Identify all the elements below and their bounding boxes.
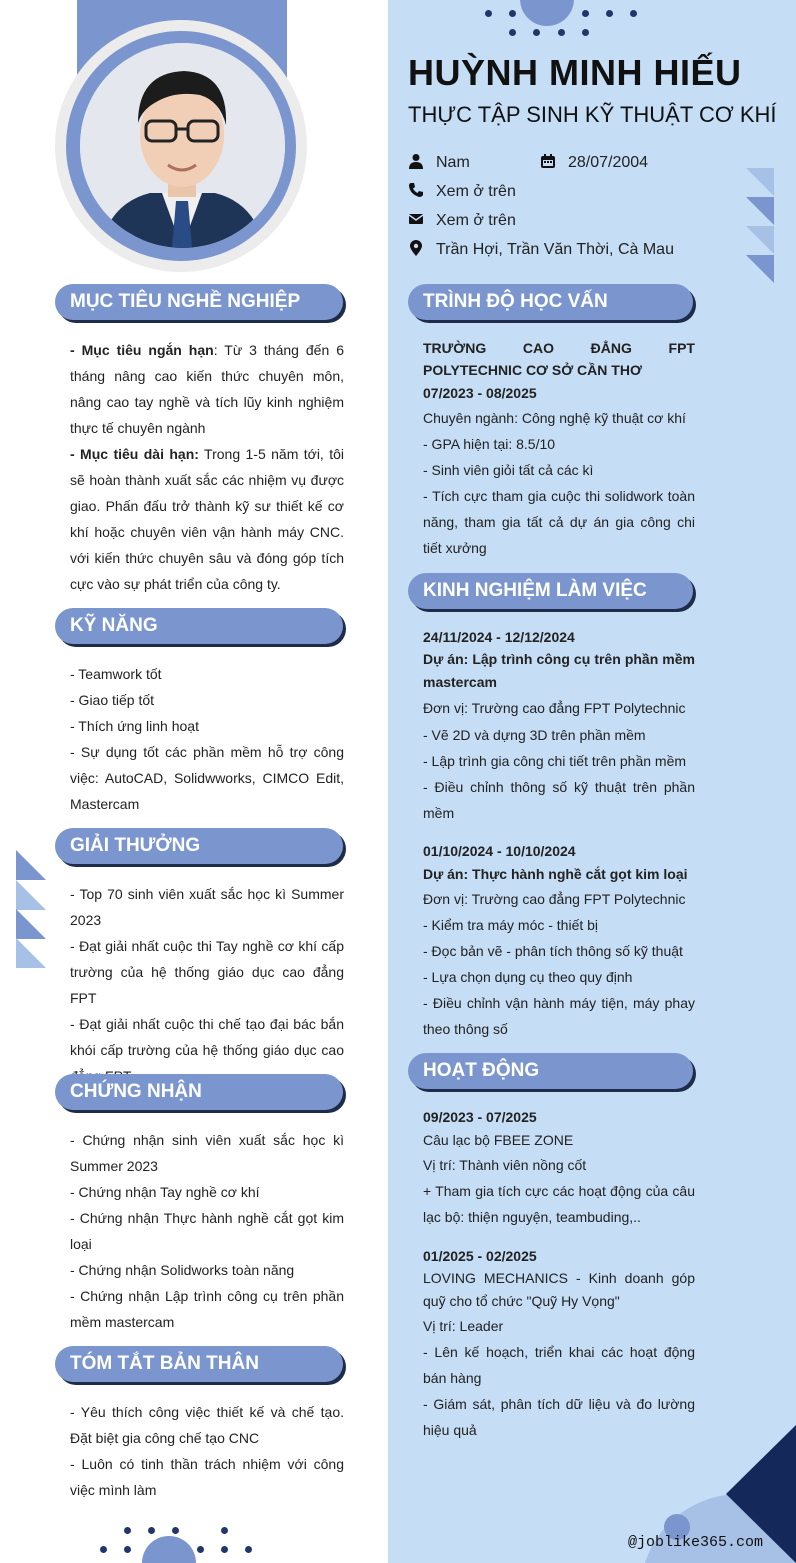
education-period: 07/2023 - 08/2025 [423, 385, 537, 401]
section-header-experience: KINH NGHIỆM LÀM VIỆC [408, 573, 693, 609]
list-item: + Tham gia tích cực các hoạt động của câu lạc bộ: thiện nguyện, teambuding,.. [423, 1183, 695, 1225]
list-item: - Lên kế hoạch, triển khai các hoạt động bán hàng [423, 1344, 695, 1386]
experience-job-1 [423, 626, 695, 826]
list-item: - Đạt giải nhất cuộc thi chế tạo đại bác bắn khói cấp trường của hệ thống giáo dục cao [70, 1016, 344, 1058]
decor-triangle [746, 168, 774, 196]
list-item: - Chứng nhận Tay nghề cơ khí [70, 1184, 260, 1200]
list-item: - Chứng nhận Thực hành nghề cắt gọt kim loại [70, 1210, 344, 1252]
decor-dot [582, 29, 589, 36]
activity-2 [423, 1245, 695, 1443]
list-item: - Chứng nhận Solidworks toàn năng [70, 1262, 295, 1278]
decor-dot [100, 1546, 107, 1553]
job-project: Dự án: Thực hành nghề cắt gọt kim loại [423, 866, 688, 882]
decor-dot [558, 29, 565, 36]
decor-triangle [16, 880, 46, 910]
section-header-education: TRÌNH ĐỘ HỌC VẤN [408, 284, 693, 320]
dob-value: 28/07/2004 [568, 154, 649, 171]
decor-triangle [746, 255, 774, 283]
decor-triangle [16, 850, 46, 880]
decor-dot [197, 1546, 204, 1553]
list-item: - Đọc bản vẽ - phân tích thông số kỹ thuật [423, 943, 683, 959]
objective-long-label: - Mục tiêu dài hạn: [70, 446, 199, 462]
list-item: - Yêu thích công việc thiết kế và chế tạo. Đặt biệt gia công chế tạo CNC [70, 1404, 344, 1446]
list-item: - Sinh viên giỏi tất cả các kì [423, 462, 594, 478]
activity-org: Câu lạc bộ FBEE ZONE [423, 1132, 574, 1148]
decor-dot [221, 1546, 228, 1553]
list-item: - Lựa chọn dụng cụ theo quy định [423, 969, 633, 985]
phone-value: Xem ở trên [436, 183, 516, 200]
summary-list [70, 1399, 344, 1503]
job-unit: Đơn vị: Trường cao đẳng FPT Polytechnic [423, 891, 686, 907]
job-period: 24/11/2024 - 12/12/2024 [423, 629, 575, 645]
candidate-title: THỰC TẬP SINH KỸ THUẬT CƠ KHÍ [408, 102, 777, 127]
section-header-objective: MỤC TIÊU NGHỀ NGHIỆP [55, 284, 343, 320]
list-item: - Đạt giải nhất cuộc thi Tay nghề cơ khí cấp trường của hệ thống giáo dục cao đẳng FPT [70, 938, 344, 1006]
decor-triangle [746, 226, 774, 254]
email-icon [408, 211, 424, 227]
objective-short-label: - Mục tiêu ngắn hạn [70, 342, 214, 358]
list-item: - Sự dụng tốt các phần mềm hỗ trợ công việc: AutoCAD, Solidwworks, CIMCO Edit, Mastercam [70, 744, 344, 812]
list-item: - Chứng nhận sinh viên xuất sắc học kì Summer 2023 [70, 1132, 344, 1174]
section-header-certificates: CHỨNG NHẬN [55, 1074, 343, 1110]
decor-dot [582, 10, 589, 17]
list-item: - Top 70 sinh viên xuất sắc học kì Summer 2023 [70, 886, 344, 928]
decor-dot [245, 1546, 252, 1553]
list-item: - Vẽ 2D và dựng 3D trên phần mềm [423, 727, 646, 743]
school-name: TRƯỜNG CAO ĐẲNG FPT POLYTECHNIC CƠ SỞ CẦN THƠ [423, 340, 695, 378]
decor-dot [509, 29, 516, 36]
info-dob [540, 152, 648, 174]
info-address [408, 239, 674, 261]
location-pin-icon [408, 240, 424, 256]
info-gender [408, 152, 470, 174]
job-unit: Đơn vị: Trường cao đẳng FPT Polytechnic [423, 700, 686, 716]
calendar-icon [540, 153, 556, 169]
decor-dot [630, 10, 637, 17]
education-block [423, 337, 695, 561]
objective-long-text: Trong 1-5 năm tới, tôi sẽ hoàn thành xuất sắc các nhiệm vụ được giao. Phấn đấu trở thành kỹ sư thiết kế cơ khí hoặc chuyên viên vận hành máy CNC. với kiến thức chuyên sâu và đóng góp tích cực vào sự phát triển của công ty. [70, 446, 344, 592]
user-icon [408, 153, 424, 169]
info-phone [408, 181, 516, 203]
list-item: - Điều chỉnh vận hành máy tiện, máy phay theo thông số [423, 995, 695, 1037]
list-item: Vị trí: Thành viên nồng cốt [423, 1157, 587, 1173]
section-header-skills: KỸ NĂNG [55, 608, 343, 644]
activity-org: LOVING MECHANICS - Kinh doanh góp quỹ cho tổ chức "Quỹ Hy Vọng" [423, 1270, 695, 1309]
activity-1 [423, 1106, 695, 1230]
decor-dot [124, 1527, 131, 1534]
list-item: - Chứng nhận Lập trình công cụ trên phần mềm mastercam [70, 1288, 344, 1330]
info-email [408, 210, 516, 232]
bottom-half-circle [142, 1536, 196, 1563]
email-value: Xem ở trên [436, 212, 516, 229]
list-item: - GPA hiện tại: 8.5/10 [423, 436, 556, 452]
list-item: - Tích cực tham gia cuộc thi solidwork toàn năng, tham gia tất cả dự án gia công chi tiết xưởng [423, 488, 695, 556]
decor-dot [606, 10, 613, 17]
avatar [80, 43, 285, 248]
list-item: - Thích ứng linh hoạt [70, 718, 199, 734]
decor-triangle [746, 197, 774, 225]
list-item: - Teamwork tốt [70, 666, 162, 682]
list-item: Vị trí: Leader [423, 1318, 504, 1334]
decor-dot [172, 1527, 179, 1534]
objective-text [70, 337, 344, 597]
list-item: Chuyên ngành: Công nghệ kỹ thuật cơ khí [423, 410, 686, 426]
list-item: - Giao tiếp tốt [70, 692, 155, 708]
objective-short-text: : Từ 3 tháng đến 6 tháng nâng cao kiến thức chuyên môn, nâng cao tay nghề và tích lũy kinh nghiệm thực tế chuyên ngành [70, 342, 344, 436]
experience-job-2 [423, 840, 695, 1042]
job-project: Dự án: Lập trình công cụ trên phần mềm mastercam [423, 651, 695, 690]
objective-short [70, 337, 344, 441]
objective-long [70, 441, 344, 597]
section-header-awards: GIẢI THƯỞNG [55, 828, 343, 864]
section-header-summary: TÓM TẮT BẢN THÂN [55, 1346, 343, 1382]
activity-period: 01/2025 - 02/2025 [423, 1248, 537, 1264]
list-item: - Giám sát, phân tích dữ liệu và đo lường hiệu quả [423, 1396, 695, 1438]
decor-dot [533, 29, 540, 36]
candidate-name: HUỲNH MINH HIẾU [408, 52, 742, 93]
decor-dot [509, 10, 516, 17]
decor-dot [148, 1527, 155, 1534]
address-value: Trần Hợi, Trần Văn Thời, Cà Mau [436, 241, 674, 258]
job-period: 01/10/2024 - 10/10/2024 [423, 843, 576, 859]
decor-dot [485, 10, 492, 17]
gender-value: Nam [436, 154, 470, 171]
list-item: - Luôn có tinh thần trách nhiệm với công việc mình làm [70, 1456, 344, 1498]
list-item: - Lập trình gia công chi tiết trên phần mềm [423, 753, 687, 769]
section-header-activities: HOẠT ĐỘNG [408, 1053, 693, 1089]
skills-list [70, 661, 344, 817]
list-item: - Kiểm tra máy móc - thiết bị [423, 917, 599, 933]
decor-triangle [16, 938, 46, 968]
awards-list [70, 881, 344, 1089]
decor-dot [124, 1546, 131, 1553]
decor-dot [221, 1527, 228, 1534]
activity-period: 09/2023 - 07/2025 [423, 1109, 537, 1125]
decor-triangle [16, 909, 46, 939]
list-item: - Điều chỉnh thông số kỹ thuật trên phần mềm [423, 779, 695, 821]
phone-icon [408, 182, 424, 198]
certificates-list [70, 1127, 344, 1335]
footer-url: @joblike365.com [628, 1534, 764, 1551]
